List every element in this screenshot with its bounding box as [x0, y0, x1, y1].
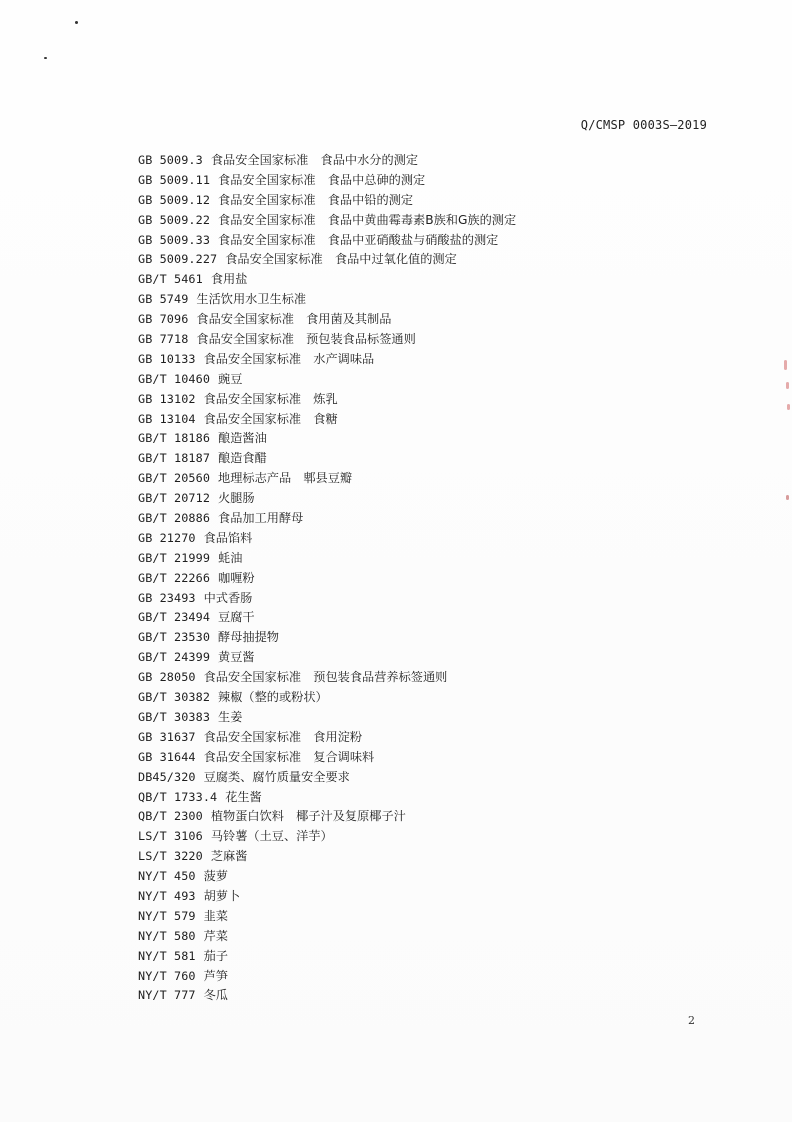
reference-code: GB 21270 [138, 530, 196, 545]
reference-code: GB 7718 [138, 332, 189, 347]
reference-code: GB/T 5461 [138, 272, 203, 287]
reference-code: QB/T 1733.4 [138, 789, 218, 804]
reference-item [138, 210, 516, 230]
reference-title: 菠萝 [203, 869, 228, 884]
reference-item [138, 707, 516, 727]
reference-code: GB 31644 [138, 749, 196, 764]
reference-title: 生活饮用水卫生标准 [196, 292, 307, 307]
reference-item [138, 289, 516, 309]
reference-item [138, 926, 516, 946]
reference-item [138, 329, 516, 349]
reference-title: 芝麻酱 [210, 849, 248, 864]
reference-item [138, 588, 516, 608]
reference-item [138, 607, 516, 627]
reference-item [138, 966, 516, 986]
reference-code: DB45/320 [138, 769, 196, 784]
document-code: Q/CMSP 0003S—2019 [580, 118, 707, 132]
reference-code: GB/T 18186 [138, 431, 211, 446]
reference-title: 黄豆酱 [218, 650, 255, 665]
reference-code: GB 23493 [138, 590, 196, 605]
reference-code: QB/T 2300 [138, 809, 203, 824]
reference-item [138, 667, 516, 687]
reference-code: NY/T 450 [138, 869, 196, 884]
reference-code: GB 5009.227 [138, 252, 218, 267]
reference-item [138, 767, 516, 787]
reference-title: 茄子 [203, 948, 228, 963]
reference-code: GB 5009.11 [138, 172, 211, 187]
reference-item [138, 269, 516, 289]
reference-title: 地理标志产品 郫县豆瓣 [218, 471, 353, 486]
reference-title: 食品安全国家标准 食品中黄曲霉毒素B族和G族的测定 [218, 212, 517, 227]
reference-title: 芹菜 [203, 928, 228, 943]
reference-item [138, 369, 516, 389]
reference-code: GB/T 30382 [138, 690, 211, 705]
reference-title: 植物蛋白饮料 椰子汁及复原椰子汁 [210, 809, 406, 824]
reference-title: 食品安全国家标准 食品中总砷的测定 [218, 172, 426, 187]
reference-title: 食品安全国家标准 食用菌及其制品 [196, 312, 392, 327]
reference-item [138, 468, 516, 488]
reference-title: 生姜 [218, 709, 243, 724]
reference-item [138, 985, 516, 1005]
reference-code: GB/T 23530 [138, 630, 211, 645]
reference-item [138, 448, 516, 468]
reference-item [138, 647, 516, 667]
reference-item [138, 389, 516, 409]
reference-code: GB/T 10460 [138, 371, 211, 386]
scan-speck [44, 57, 47, 59]
reference-title: 食品安全国家标准 炼乳 [203, 391, 338, 406]
reference-item [138, 150, 516, 170]
reference-item [138, 309, 516, 329]
reference-code: GB 5009.33 [138, 232, 211, 247]
reference-code: GB/T 20560 [138, 471, 211, 486]
reference-code: GB 13102 [138, 391, 196, 406]
scan-edge-mark [787, 404, 790, 410]
reference-item [138, 727, 516, 747]
reference-item [138, 568, 516, 588]
reference-title: 食用盐 [210, 272, 248, 287]
reference-code: GB 5749 [138, 292, 189, 307]
reference-code: GB 5009.22 [138, 212, 211, 227]
reference-title: 冬瓜 [203, 988, 228, 1003]
reference-code: GB 5009.12 [138, 192, 211, 207]
normative-references-list [138, 150, 516, 1005]
reference-code: GB 13104 [138, 411, 196, 426]
reference-title: 马铃薯（土豆、洋芋） [210, 829, 333, 844]
reference-item [138, 627, 516, 647]
reference-item [138, 409, 516, 429]
reference-title: 咖喱粉 [218, 570, 255, 585]
scan-edge-mark [786, 382, 789, 389]
reference-title: 食品安全国家标准 食糖 [203, 411, 338, 426]
reference-item [138, 488, 516, 508]
scan-speck [75, 21, 78, 24]
reference-title: 食品安全国家标准 食品中铅的测定 [218, 192, 414, 207]
reference-title: 食品安全国家标准 食品中过氧化值的测定 [225, 252, 457, 267]
reference-item [138, 846, 516, 866]
reference-title: 中式香肠 [203, 590, 253, 605]
reference-item [138, 906, 516, 926]
reference-title: 豆腐类、腐竹质量安全要求 [203, 769, 350, 784]
reference-code: NY/T 581 [138, 948, 196, 963]
reference-title: 食品安全国家标准 食品中水分的测定 [210, 153, 419, 167]
reference-code: GB 5009.3 [138, 153, 203, 167]
reference-item [138, 946, 516, 966]
reference-code: GB/T 30383 [138, 709, 211, 724]
reference-title: 食品安全国家标准 预包装食品标签通则 [196, 332, 416, 347]
reference-item [138, 687, 516, 707]
reference-title: 酿造食醋 [218, 451, 267, 466]
reference-item [138, 349, 516, 369]
scan-edge-mark [784, 360, 787, 370]
reference-code: NY/T 580 [138, 928, 196, 943]
reference-item [138, 428, 516, 448]
reference-item [138, 747, 516, 767]
reference-title: 酿造酱油 [218, 431, 267, 446]
reference-code: GB/T 24399 [138, 650, 211, 665]
reference-code: GB 31637 [138, 729, 196, 744]
reference-item [138, 886, 516, 906]
reference-item [138, 528, 516, 548]
reference-title: 食品安全国家标准 水产调味品 [203, 351, 375, 366]
reference-item [138, 249, 516, 269]
reference-title: 韭菜 [203, 908, 228, 923]
reference-code: NY/T 493 [138, 888, 196, 903]
reference-code: NY/T 777 [138, 988, 196, 1003]
reference-title: 酵母抽提物 [218, 630, 279, 645]
reference-item [138, 170, 516, 190]
reference-code: GB/T 22266 [138, 570, 211, 585]
reference-title: 食品安全国家标准 预包装食品营养标签通则 [203, 670, 448, 685]
reference-code: LS/T 3106 [138, 829, 203, 844]
reference-code: GB 7096 [138, 312, 189, 327]
reference-item [138, 190, 516, 210]
reference-item [138, 548, 516, 568]
reference-code: NY/T 760 [138, 968, 196, 983]
reference-code: GB/T 18187 [138, 451, 211, 466]
reference-title: 芦笋 [203, 968, 228, 983]
page-number: 2 [688, 1014, 695, 1027]
reference-item [138, 826, 516, 846]
reference-item [138, 508, 516, 528]
reference-title: 胡萝卜 [203, 888, 241, 903]
reference-title: 食品安全国家标准 食用淀粉 [203, 729, 363, 744]
reference-title: 辣椒（整的或粉状） [218, 690, 328, 705]
reference-code: GB/T 23494 [138, 610, 211, 625]
reference-title: 食品馅料 [203, 530, 253, 545]
reference-title: 食品加工用酵母 [218, 511, 304, 526]
reference-title: 花生酱 [225, 789, 262, 804]
reference-code: NY/T 579 [138, 908, 196, 923]
reference-item [138, 866, 516, 886]
reference-title: 蚝油 [218, 550, 243, 565]
reference-title: 食品安全国家标准 复合调味料 [203, 749, 375, 764]
scan-edge-mark [786, 495, 789, 500]
reference-title: 食品安全国家标准 食品中亚硝酸盐与硝酸盐的测定 [218, 232, 499, 247]
reference-item [138, 230, 516, 250]
reference-code: GB/T 20886 [138, 511, 211, 526]
reference-title: 豆腐干 [218, 610, 255, 625]
reference-code: LS/T 3220 [138, 849, 203, 864]
reference-code: GB 10133 [138, 351, 196, 366]
reference-code: GB/T 21999 [138, 550, 211, 565]
reference-item [138, 806, 516, 826]
reference-code: GB 28050 [138, 670, 196, 685]
reference-title: 火腿肠 [218, 491, 255, 506]
reference-item [138, 787, 516, 807]
reference-title: 豌豆 [218, 371, 243, 386]
reference-code: GB/T 20712 [138, 491, 211, 506]
